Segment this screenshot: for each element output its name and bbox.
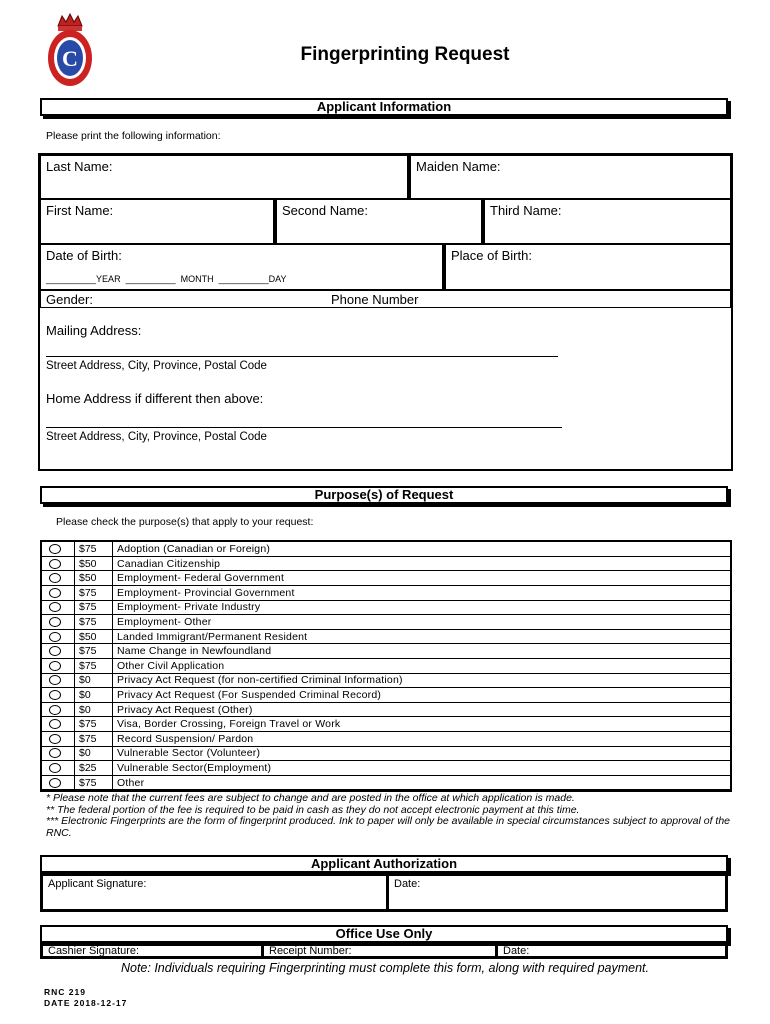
purpose-description: Vulnerable Sector(Employment) xyxy=(117,762,272,774)
purpose-fee: $75 xyxy=(75,717,113,731)
purpose-description: Other xyxy=(117,776,145,789)
purpose-radio-cell[interactable] xyxy=(42,542,75,556)
purpose-description: Vulnerable Sector (Volunteer) xyxy=(117,747,261,760)
fee-notes xyxy=(46,793,736,839)
purpose-fee: $25 xyxy=(75,761,113,775)
third-name-field[interactable] xyxy=(482,199,731,244)
purpose-fee: $75 xyxy=(75,644,113,658)
purpose-radio-button[interactable] xyxy=(49,544,61,554)
last-name-field[interactable] xyxy=(40,155,408,199)
purpose-description: Adoption (Canadian or Foreign) xyxy=(117,543,271,555)
form-id: RNC 219 xyxy=(44,987,86,997)
purpose-radio-cell[interactable] xyxy=(42,761,75,775)
third-name-label: Third Name: xyxy=(490,203,562,218)
purpose-fee: $75 xyxy=(75,542,113,556)
mailing-address-line xyxy=(46,356,558,357)
purpose-row xyxy=(42,542,730,557)
purpose-radio-cell[interactable] xyxy=(42,673,75,687)
purpose-row xyxy=(42,673,730,688)
purpose-radio-button[interactable] xyxy=(49,588,61,598)
purpose-row xyxy=(42,600,730,615)
purpose-radio-button[interactable] xyxy=(49,573,61,583)
purpose-description: Landed Immigrant/Permanent Resident xyxy=(117,630,308,643)
purpose-row xyxy=(42,703,730,718)
purpose-radio-cell[interactable] xyxy=(42,600,75,614)
purpose-description: Name Change in Newfoundland xyxy=(117,645,272,658)
footer-note: Note: Individuals requiring Fingerprinting must complete this form, along with required payment. xyxy=(120,961,650,975)
purpose-radio-button[interactable] xyxy=(49,602,61,612)
purpose-radio-cell[interactable] xyxy=(42,717,75,731)
page-title: Fingerprinting Request xyxy=(300,44,510,65)
purpose-radio-button[interactable] xyxy=(49,646,61,656)
authorization-date-field[interactable] xyxy=(387,874,726,910)
purpose-row xyxy=(42,557,730,572)
purpose-row xyxy=(42,761,730,776)
home-address-line xyxy=(46,427,562,428)
purpose-radio-button[interactable] xyxy=(49,617,61,627)
purpose-fee: $50 xyxy=(75,630,113,644)
purpose-radio-cell[interactable] xyxy=(42,571,75,585)
gender-field[interactable] xyxy=(40,290,731,308)
home-address-label: Home Address if different then above: xyxy=(46,391,264,406)
mailing-address-label: Mailing Address: xyxy=(46,323,142,338)
purpose-radio-cell[interactable] xyxy=(42,615,75,629)
purpose-radio-button[interactable] xyxy=(49,559,61,569)
last-name-label: Last Name: xyxy=(46,159,113,174)
purpose-row xyxy=(42,571,730,586)
purpose-row xyxy=(42,586,730,601)
fee-note-3: *** Electronic Fingerprints are the form of fingerprint produced. Ink to paper will only be available in special circumstances subject to approval of the RNC. xyxy=(46,815,731,839)
office-form xyxy=(40,942,728,959)
office-section-header: Office Use Only xyxy=(40,925,728,943)
purpose-row xyxy=(42,776,730,791)
purpose-row xyxy=(42,615,730,630)
date-of-birth-parts: __________YEAR __________ MONTH __________DAY xyxy=(46,274,287,284)
purpose-section-header: Purpose(s) of Request xyxy=(40,486,728,504)
purpose-radio-cell[interactable] xyxy=(42,776,75,790)
office-date-field[interactable] xyxy=(496,944,726,957)
purpose-row xyxy=(42,644,730,659)
purpose-fee: $0 xyxy=(75,688,113,702)
mailing-address-block[interactable] xyxy=(46,323,566,372)
second-name-label: Second Name: xyxy=(282,203,368,218)
purpose-fee: $75 xyxy=(75,615,113,629)
form-date: DATE 2018-12-17 xyxy=(44,998,128,1008)
purpose-description: Privacy Act Request (for non-certified Criminal Information) xyxy=(117,674,403,687)
maiden-name-field[interactable] xyxy=(408,155,731,199)
purpose-radio-cell[interactable] xyxy=(42,557,75,571)
purpose-radio-button[interactable] xyxy=(49,763,61,773)
purpose-radio-cell[interactable] xyxy=(42,586,75,600)
purpose-fee: $75 xyxy=(75,732,113,746)
purpose-fee: $0 xyxy=(75,673,113,687)
applicant-form xyxy=(38,153,733,471)
first-name-label: First Name: xyxy=(46,203,114,218)
home-address-hint: Street Address, City, Province, Postal Code xyxy=(46,431,267,443)
purpose-description: Canadian Citizenship xyxy=(117,557,221,570)
mailing-address-hint: Street Address, City, Province, Postal Code xyxy=(46,360,267,372)
purpose-fee: $75 xyxy=(75,776,113,790)
purpose-fee: $0 xyxy=(75,746,113,760)
purpose-fee: $75 xyxy=(75,600,113,614)
cashier-signature-label: Cashier Signature: xyxy=(48,945,140,957)
phone-number-label: Phone Number xyxy=(331,292,419,307)
date-of-birth-field[interactable] xyxy=(40,244,443,290)
purpose-radio-cell[interactable] xyxy=(42,659,75,673)
svg-text:C: C xyxy=(62,46,78,71)
fee-note-1: * Please note that the current fees are subject to change and are posted in the office at which application is made. xyxy=(46,792,575,804)
purpose-description: Record Suspension/ Pardon xyxy=(117,732,254,745)
receipt-number-label: Receipt Number: xyxy=(269,945,352,957)
purpose-radio-button[interactable] xyxy=(49,734,61,744)
maiden-name-label: Maiden Name: xyxy=(416,159,501,174)
applicant-signature-field[interactable] xyxy=(42,874,387,910)
second-name-field[interactable] xyxy=(274,199,482,244)
fee-note-2: ** The federal portion of the fee is required to be paid in cash as they do not accept electronic payment at this time. xyxy=(46,803,580,816)
receipt-number-field[interactable] xyxy=(262,944,496,957)
office-date-label: Date: xyxy=(503,945,530,957)
purpose-radio-button[interactable] xyxy=(49,748,61,758)
date-of-birth-label: Date of Birth: xyxy=(46,248,122,263)
authorization-form xyxy=(40,872,728,912)
purpose-radio-button[interactable] xyxy=(49,719,61,729)
gender-label: Gender: xyxy=(46,292,93,307)
purpose-fee: $50 xyxy=(75,557,113,571)
purpose-description: Visa, Border Crossing, Foreign Travel or Work xyxy=(117,718,341,731)
authorization-date-label: Date: xyxy=(394,878,421,890)
applicant-signature-label: Applicant Signature: xyxy=(48,878,147,890)
cashier-signature-field[interactable] xyxy=(42,944,262,957)
purpose-radio-cell[interactable] xyxy=(42,688,75,702)
form-identifier xyxy=(44,987,127,1009)
purpose-fee: $0 xyxy=(75,703,113,717)
purpose-row xyxy=(42,717,730,732)
purpose-description: Employment- Other xyxy=(117,616,212,628)
purpose-instruction: Please check the purpose(s) that apply to your request: xyxy=(56,516,314,528)
purpose-description: Other Civil Application xyxy=(117,659,225,672)
purpose-radio-cell[interactable] xyxy=(42,703,75,717)
purpose-fee: $75 xyxy=(75,586,113,600)
place-of-birth-field[interactable] xyxy=(443,244,731,290)
purpose-description: Employment- Federal Government xyxy=(117,572,285,585)
purpose-description: Employment- Provincial Government xyxy=(117,586,295,599)
rnc-crest-logo xyxy=(44,12,96,92)
purpose-radio-cell[interactable] xyxy=(42,732,75,746)
purpose-fee: $75 xyxy=(75,659,113,673)
purpose-radio-button[interactable] xyxy=(49,632,61,642)
purpose-description: Privacy Act Request (Other) xyxy=(117,703,253,716)
purpose-radio-button[interactable] xyxy=(49,778,61,788)
purpose-fee: $50 xyxy=(75,571,113,585)
authorization-section-header: Applicant Authorization xyxy=(40,855,728,873)
purpose-row xyxy=(42,688,730,703)
purpose-radio-button[interactable] xyxy=(49,690,61,700)
purpose-row xyxy=(42,732,730,747)
purpose-row xyxy=(42,630,730,645)
applicant-section-header: Applicant Information xyxy=(40,98,728,116)
purpose-radio-cell[interactable] xyxy=(42,630,75,644)
purpose-radio-button[interactable] xyxy=(49,705,61,715)
purpose-radio-cell[interactable] xyxy=(42,746,75,760)
purpose-row xyxy=(42,659,730,674)
place-of-birth-label: Place of Birth: xyxy=(451,248,532,263)
home-address-block[interactable] xyxy=(46,391,566,443)
purpose-row xyxy=(42,746,730,761)
purpose-radio-button[interactable] xyxy=(49,661,61,671)
first-name-field[interactable] xyxy=(40,199,274,244)
applicant-instruction: Please print the following information: xyxy=(46,130,221,142)
purpose-table xyxy=(40,540,732,792)
purpose-description: Employment- Private Industry xyxy=(117,601,261,614)
purpose-radio-button[interactable] xyxy=(49,675,61,685)
purpose-radio-cell[interactable] xyxy=(42,644,75,658)
purpose-description: Privacy Act Request (For Suspended Criminal Record) xyxy=(117,689,382,701)
